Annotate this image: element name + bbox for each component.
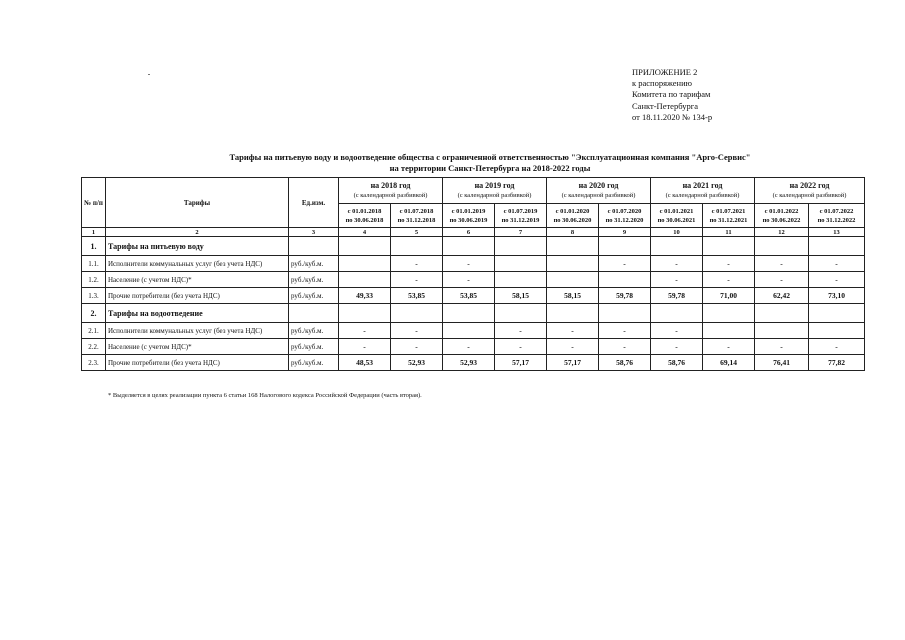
row-unit: руб./куб.м. [289, 272, 339, 288]
tariff-value [599, 272, 651, 288]
row-number: 1.1. [82, 256, 106, 272]
section-row [82, 304, 865, 323]
tariff-value: - [703, 339, 755, 355]
table-row [82, 323, 865, 339]
empty-cell [809, 237, 865, 256]
column-number: 13 [809, 228, 865, 237]
tariff-value: - [391, 256, 443, 272]
tariff-value: - [339, 323, 391, 339]
row-number: 1.3. [82, 288, 106, 304]
tariff-value: 62,42 [755, 288, 809, 304]
header-period: с 01.01.2019 по 30.06.2019 [443, 204, 495, 228]
header-period: с 01.07.2021 по 31.12.2021 [703, 204, 755, 228]
table-row [82, 288, 865, 304]
tariff-value: - [599, 323, 651, 339]
column-number: 4 [339, 228, 391, 237]
tariff-value [443, 323, 495, 339]
section-row [82, 237, 865, 256]
appendix-line: Комитета по тарифам [632, 89, 711, 100]
header-period: с 01.01.2018 по 30.06.2018 [339, 204, 391, 228]
tariffs-table [81, 177, 865, 371]
empty-cell [755, 304, 809, 323]
tariff-value: - [443, 272, 495, 288]
column-number: 11 [703, 228, 755, 237]
tariff-value: 59,78 [599, 288, 651, 304]
tariff-value [339, 256, 391, 272]
tariff-value: 53,85 [443, 288, 495, 304]
tariff-value: - [599, 256, 651, 272]
column-number: 9 [599, 228, 651, 237]
tariff-value: - [651, 339, 703, 355]
column-number: 10 [651, 228, 703, 237]
tariff-value: 76,41 [755, 355, 809, 371]
table-row [82, 339, 865, 355]
column-number: 3 [289, 228, 339, 237]
tariff-value: 48,53 [339, 355, 391, 371]
appendix-line: ПРИЛОЖЕНИЕ 2 [632, 67, 698, 77]
row-number: 2.2. [82, 339, 106, 355]
row-unit: руб./куб.м. [289, 288, 339, 304]
empty-cell [495, 304, 547, 323]
tariff-value: - [443, 339, 495, 355]
column-number: 1 [82, 228, 106, 237]
tariff-value: - [547, 339, 599, 355]
appendix-line: Санкт-Петербурга [632, 100, 698, 111]
row-name: Прочие потребители (без учета НДС) [106, 355, 289, 371]
column-number: 2 [106, 228, 289, 237]
empty-cell [599, 304, 651, 323]
empty-cell [599, 237, 651, 256]
tariff-value [755, 323, 809, 339]
header-num: № п/п [82, 178, 106, 228]
tariff-value: 59,78 [651, 288, 703, 304]
tariff-value: 57,17 [495, 355, 547, 371]
header-tariffs: Тарифы [106, 178, 289, 228]
tariff-value: - [651, 272, 703, 288]
row-name: Население (с учетом НДС)* [106, 339, 289, 355]
row-unit: руб./куб.м. [289, 256, 339, 272]
tariff-value: 71,00 [703, 288, 755, 304]
column-number: 12 [755, 228, 809, 237]
tariff-value: 53,85 [391, 288, 443, 304]
tariff-value: 77,82 [809, 355, 865, 371]
tariff-value: 58,76 [651, 355, 703, 371]
appendix-block [632, 67, 712, 123]
empty-cell [651, 237, 703, 256]
column-number: 7 [495, 228, 547, 237]
row-name: Прочие потребители (без учета НДС) [106, 288, 289, 304]
empty-cell [495, 237, 547, 256]
tariff-value: - [443, 256, 495, 272]
tariff-value [703, 323, 755, 339]
tariff-value: - [651, 323, 703, 339]
tariff-value [547, 272, 599, 288]
tariff-value: 73,10 [809, 288, 865, 304]
appendix-line: от 18.11.2020 № 134-р [632, 111, 713, 122]
table-body [82, 237, 865, 371]
header-period: с 01.01.2022 по 30.06.2022 [755, 204, 809, 228]
header-year: на 2019 год (с календарной разбивкой) [443, 178, 547, 204]
row-name: Исполнители коммунальных услуг (без учета НДС) [106, 323, 289, 339]
tariff-value: - [809, 256, 865, 272]
table-row [82, 272, 865, 288]
tariff-value: 52,93 [443, 355, 495, 371]
empty-cell [703, 237, 755, 256]
empty-cell [289, 237, 339, 256]
tariff-value: 58,76 [599, 355, 651, 371]
header-period: с 01.07.2018 по 31.12.2018 [391, 204, 443, 228]
header-period: с 01.07.2022 по 31.12.2022 [809, 204, 865, 228]
column-number: 6 [443, 228, 495, 237]
tariff-value: - [703, 256, 755, 272]
tariff-value: - [495, 323, 547, 339]
tariff-value: - [547, 323, 599, 339]
row-number: 2.3. [82, 355, 106, 371]
tariff-value: 58,15 [547, 288, 599, 304]
tariff-value: - [599, 339, 651, 355]
header-period: с 01.01.2020 по 30.06.2020 [547, 204, 599, 228]
appendix-line: к распоряжению [632, 78, 692, 89]
section-title: Тарифы на водоотведение [106, 304, 289, 323]
empty-cell [339, 237, 391, 256]
tariff-value: - [651, 256, 703, 272]
empty-cell [339, 304, 391, 323]
empty-cell [391, 237, 443, 256]
row-name: Исполнители коммунальных услуг (без учета НДС) [106, 256, 289, 272]
footnote: * Выделяется в целях реализации пункта 6 статьи 168 Налогового кодекса Российской Федерации (часть вторая). [108, 392, 422, 399]
scan-speck [148, 74, 150, 75]
title-line-1: Тарифы на питьевую воду и водоотведение общества с ограниченной ответственностью "Эксплуатационная компания "Арго-Сервис" [229, 152, 751, 162]
empty-cell [289, 304, 339, 323]
header-year: на 2021 год (с календарной разбивкой) [651, 178, 755, 204]
row-number: 2.1. [82, 323, 106, 339]
tariff-value [339, 272, 391, 288]
row-unit: руб./куб.м. [289, 339, 339, 355]
header-year: на 2020 год (с календарной разбивкой) [547, 178, 651, 204]
header-period: с 01.01.2021 по 30.06.2021 [651, 204, 703, 228]
empty-cell [809, 304, 865, 323]
header-unit: Ед.изм. [289, 178, 339, 228]
empty-cell [755, 237, 809, 256]
section-title: Тарифы на питьевую воду [106, 237, 289, 256]
table-row [82, 256, 865, 272]
table-row [82, 355, 865, 371]
section-number: 2. [82, 304, 106, 323]
tariff-value: - [755, 272, 809, 288]
tariff-value: - [391, 323, 443, 339]
tariff-value: - [391, 339, 443, 355]
empty-cell [703, 304, 755, 323]
tariff-value: - [495, 339, 547, 355]
empty-cell [547, 304, 599, 323]
row-name: Население (с учетом НДС)* [106, 272, 289, 288]
tariff-value: - [391, 272, 443, 288]
section-number: 1. [82, 237, 106, 256]
tariff-value: - [809, 339, 865, 355]
tariff-value: - [809, 272, 865, 288]
header-period: с 01.07.2019 по 31.12.2019 [495, 204, 547, 228]
empty-cell [443, 304, 495, 323]
row-unit: руб./куб.м. [289, 323, 339, 339]
empty-cell [547, 237, 599, 256]
tariff-value: 57,17 [547, 355, 599, 371]
tariff-value: 69,14 [703, 355, 755, 371]
title-line-2: на территории Санкт-Петербурга на 2018-2022 годы [389, 163, 591, 173]
tariff-value [495, 272, 547, 288]
tariff-value: - [703, 272, 755, 288]
column-number-row [82, 228, 865, 237]
empty-cell [443, 237, 495, 256]
tariff-value: - [755, 339, 809, 355]
empty-cell [651, 304, 703, 323]
row-unit: руб./куб.м. [289, 355, 339, 371]
tariff-value [495, 256, 547, 272]
column-number: 5 [391, 228, 443, 237]
row-number: 1.2. [82, 272, 106, 288]
column-number: 8 [547, 228, 599, 237]
tariff-value: 58,15 [495, 288, 547, 304]
tariff-value: 49,33 [339, 288, 391, 304]
table-header [82, 178, 865, 237]
empty-cell [391, 304, 443, 323]
header-year: на 2022 год (с календарной разбивкой) [755, 178, 865, 204]
tariff-value [809, 323, 865, 339]
tariff-value: - [755, 256, 809, 272]
tariff-value [547, 256, 599, 272]
tariff-value: - [339, 339, 391, 355]
document-title [120, 152, 860, 174]
header-year: на 2018 год (с календарной разбивкой) [339, 178, 443, 204]
header-period: с 01.07.2020 по 31.12.2020 [599, 204, 651, 228]
tariff-value: 52,93 [391, 355, 443, 371]
